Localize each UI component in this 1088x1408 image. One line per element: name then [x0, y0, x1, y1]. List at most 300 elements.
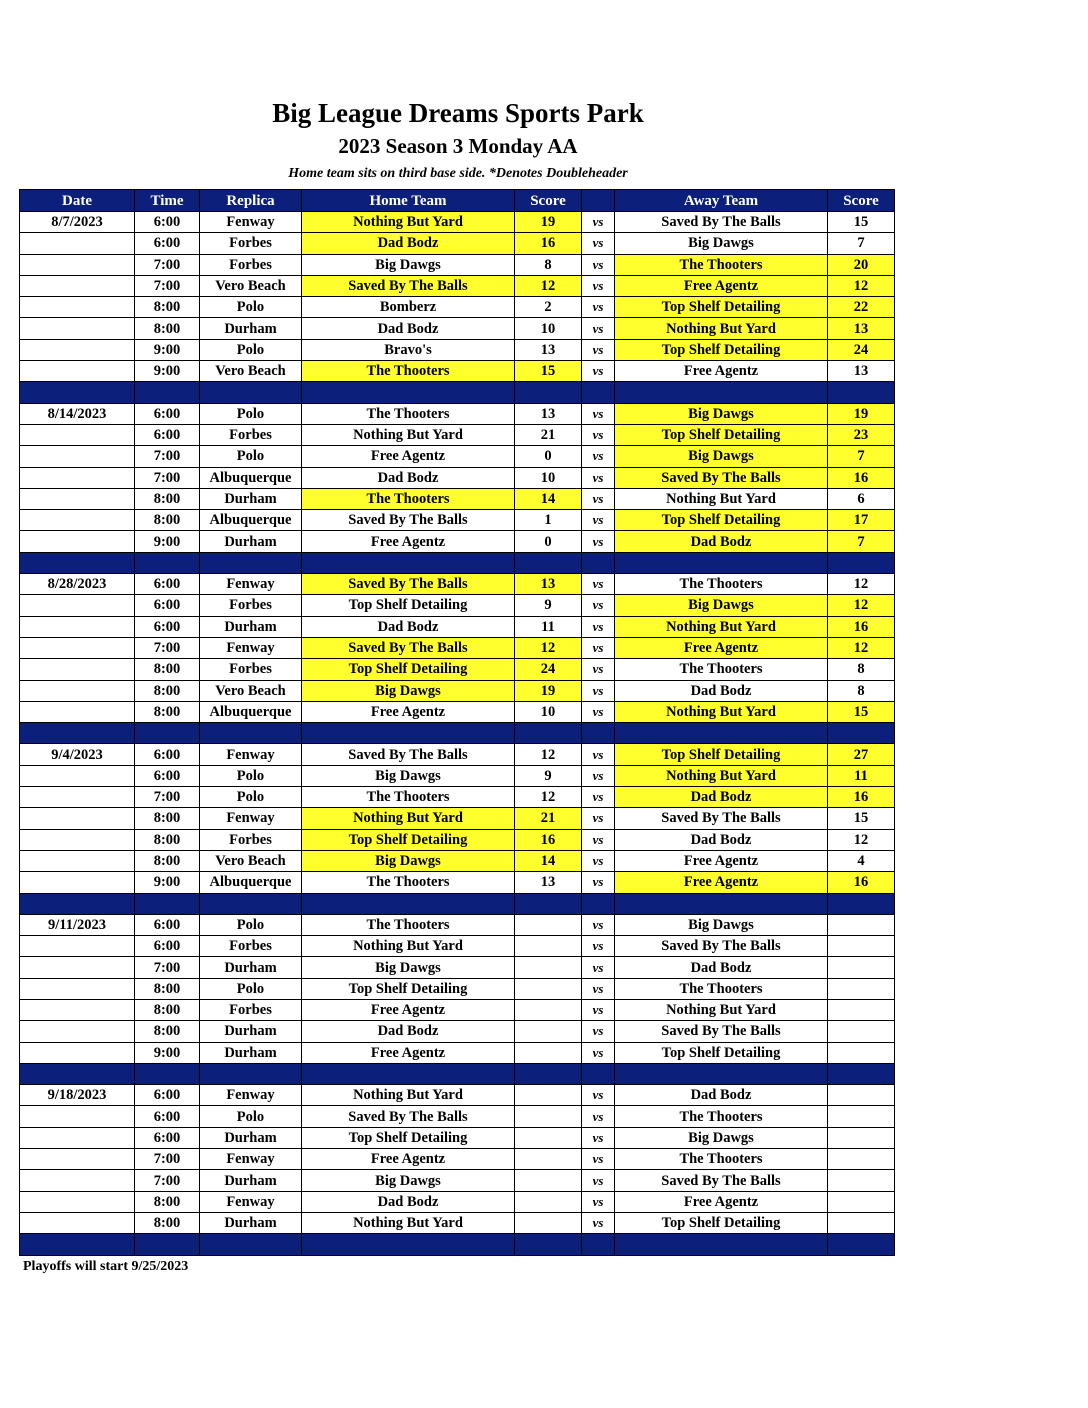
separator-cell — [615, 723, 828, 744]
date-cell: 9/18/2023 — [20, 1085, 135, 1106]
away-score-cell: 19 — [828, 403, 895, 424]
date-cell — [20, 787, 135, 808]
home-score-cell: 2 — [515, 297, 582, 318]
date-cell — [20, 510, 135, 531]
away-team-cell: Free Agentz — [615, 872, 828, 893]
home-score-cell: 11 — [515, 616, 582, 637]
vs-cell: vs — [582, 1212, 615, 1233]
field-cell: Albuquerque — [200, 872, 302, 893]
home-team-cell: Dad Bodz — [302, 1191, 515, 1212]
col-header-time: Time — [135, 190, 200, 212]
away-score-cell — [828, 957, 895, 978]
week-separator-row — [20, 1234, 895, 1255]
time-cell: 7:00 — [135, 957, 200, 978]
away-score-cell: 12 — [828, 637, 895, 658]
away-score-cell: 8 — [828, 659, 895, 680]
date-cell — [20, 829, 135, 850]
time-cell: 6:00 — [135, 1085, 200, 1106]
week-separator-row — [20, 552, 895, 573]
home-team-cell: The Thooters — [302, 914, 515, 935]
home-score-cell — [515, 1170, 582, 1191]
away-score-cell: 20 — [828, 254, 895, 275]
home-team-cell: Top Shelf Detailing — [302, 595, 515, 616]
field-cell: Vero Beach — [200, 275, 302, 296]
field-cell: Durham — [200, 957, 302, 978]
field-cell: Durham — [200, 531, 302, 552]
home-score-cell — [515, 1149, 582, 1170]
table-row — [20, 318, 895, 339]
date-cell — [20, 936, 135, 957]
vs-cell: vs — [582, 446, 615, 467]
field-cell: Durham — [200, 1127, 302, 1148]
table-row — [20, 1042, 895, 1063]
field-cell: Polo — [200, 914, 302, 935]
separator-cell — [582, 893, 615, 914]
vs-cell: vs — [582, 275, 615, 296]
away-score-cell: 4 — [828, 850, 895, 871]
date-cell — [20, 1149, 135, 1170]
separator-cell — [515, 893, 582, 914]
field-cell: Vero Beach — [200, 361, 302, 382]
home-score-cell: 9 — [515, 765, 582, 786]
date-cell — [20, 659, 135, 680]
vs-cell: vs — [582, 701, 615, 722]
home-score-cell — [515, 999, 582, 1020]
away-team-cell: Top Shelf Detailing — [615, 424, 828, 445]
home-team-cell: Dad Bodz — [302, 616, 515, 637]
time-cell: 8:00 — [135, 829, 200, 850]
vs-cell: vs — [582, 1127, 615, 1148]
col-header-replica: Replica — [200, 190, 302, 212]
vs-cell: vs — [582, 765, 615, 786]
separator-cell — [135, 382, 200, 403]
away-team-cell: Big Dawgs — [615, 446, 828, 467]
time-cell: 6:00 — [135, 574, 200, 595]
date-cell — [20, 531, 135, 552]
field-cell: Polo — [200, 1106, 302, 1127]
table-row — [20, 361, 895, 382]
separator-cell — [582, 552, 615, 573]
vs-cell: vs — [582, 1106, 615, 1127]
away-score-cell — [828, 1149, 895, 1170]
vs-cell: vs — [582, 1170, 615, 1191]
home-score-cell: 13 — [515, 403, 582, 424]
away-team-cell: Nothing But Yard — [615, 999, 828, 1020]
table-row — [20, 510, 895, 531]
away-team-cell: Big Dawgs — [615, 1127, 828, 1148]
table-row — [20, 424, 895, 445]
home-score-cell: 10 — [515, 467, 582, 488]
schedule-table — [19, 189, 895, 1256]
away-team-cell: Big Dawgs — [615, 914, 828, 935]
home-team-cell: Nothing But Yard — [302, 1085, 515, 1106]
field-cell: Fenway — [200, 1191, 302, 1212]
time-cell: 7:00 — [135, 254, 200, 275]
home-score-cell — [515, 914, 582, 935]
separator-cell — [302, 893, 515, 914]
home-team-cell: Nothing But Yard — [302, 424, 515, 445]
home-score-cell: 13 — [515, 339, 582, 360]
field-cell: Polo — [200, 297, 302, 318]
away-team-cell: Top Shelf Detailing — [615, 339, 828, 360]
away-team-cell: Top Shelf Detailing — [615, 1212, 828, 1233]
time-cell: 6:00 — [135, 1106, 200, 1127]
time-cell: 9:00 — [135, 531, 200, 552]
vs-cell: vs — [582, 680, 615, 701]
away-team-cell: Big Dawgs — [615, 403, 828, 424]
vs-cell: vs — [582, 978, 615, 999]
date-cell — [20, 701, 135, 722]
away-score-cell — [828, 1127, 895, 1148]
away-team-cell: Nothing But Yard — [615, 616, 828, 637]
week-separator-row — [20, 893, 895, 914]
away-team-cell: Dad Bodz — [615, 957, 828, 978]
away-team-cell: Nothing But Yard — [615, 318, 828, 339]
vs-cell: vs — [582, 595, 615, 616]
field-cell: Polo — [200, 765, 302, 786]
date-cell — [20, 297, 135, 318]
away-score-cell — [828, 936, 895, 957]
home-team-cell: Dad Bodz — [302, 233, 515, 254]
away-team-cell: Top Shelf Detailing — [615, 510, 828, 531]
home-score-cell: 12 — [515, 787, 582, 808]
home-team-cell: The Thooters — [302, 488, 515, 509]
home-team-cell: Top Shelf Detailing — [302, 829, 515, 850]
field-cell: Fenway — [200, 637, 302, 658]
home-team-cell: Saved By The Balls — [302, 510, 515, 531]
date-cell — [20, 872, 135, 893]
field-cell: Albuquerque — [200, 510, 302, 531]
separator-cell — [20, 723, 135, 744]
home-team-cell: Dad Bodz — [302, 1021, 515, 1042]
field-cell: Polo — [200, 978, 302, 999]
vs-cell: vs — [582, 616, 615, 637]
home-team-cell: Saved By The Balls — [302, 275, 515, 296]
away-score-cell: 23 — [828, 424, 895, 445]
separator-cell — [615, 1063, 828, 1084]
away-team-cell: The Thooters — [615, 978, 828, 999]
table-row — [20, 787, 895, 808]
away-team-cell: The Thooters — [615, 1149, 828, 1170]
away-team-cell: Dad Bodz — [615, 829, 828, 850]
home-score-cell: 16 — [515, 829, 582, 850]
vs-cell: vs — [582, 467, 615, 488]
home-team-cell: Bravo's — [302, 339, 515, 360]
away-score-cell: 8 — [828, 680, 895, 701]
time-cell: 8:00 — [135, 999, 200, 1020]
away-team-cell: Free Agentz — [615, 275, 828, 296]
date-cell: 8/7/2023 — [20, 212, 135, 233]
table-row — [20, 1127, 895, 1148]
away-score-cell — [828, 1106, 895, 1127]
field-cell: Fenway — [200, 808, 302, 829]
separator-cell — [828, 893, 895, 914]
date-cell — [20, 1170, 135, 1191]
field-cell: Durham — [200, 1042, 302, 1063]
vs-cell: vs — [582, 403, 615, 424]
date-cell — [20, 275, 135, 296]
home-score-cell: 9 — [515, 595, 582, 616]
table-row — [20, 957, 895, 978]
date-cell — [20, 616, 135, 637]
home-team-cell: Dad Bodz — [302, 467, 515, 488]
away-score-cell — [828, 999, 895, 1020]
time-cell: 7:00 — [135, 467, 200, 488]
away-score-cell: 16 — [828, 787, 895, 808]
vs-cell: vs — [582, 808, 615, 829]
home-team-note: Home team sits on third base side. *Denotes Doubleheader — [288, 166, 628, 181]
away-score-cell: 12 — [828, 275, 895, 296]
separator-cell — [200, 1234, 302, 1255]
separator-cell — [302, 382, 515, 403]
home-team-cell: Free Agentz — [302, 531, 515, 552]
time-cell: 6:00 — [135, 403, 200, 424]
away-team-cell: Saved By The Balls — [615, 212, 828, 233]
date-cell — [20, 318, 135, 339]
table-row — [20, 1106, 895, 1127]
table-row — [20, 850, 895, 871]
away-score-cell: 13 — [828, 361, 895, 382]
home-team-cell: The Thooters — [302, 361, 515, 382]
home-team-cell: Saved By The Balls — [302, 637, 515, 658]
table-row — [20, 872, 895, 893]
home-team-cell: Big Dawgs — [302, 254, 515, 275]
home-team-cell: Top Shelf Detailing — [302, 659, 515, 680]
home-team-cell: Saved By The Balls — [302, 574, 515, 595]
away-team-cell: Free Agentz — [615, 361, 828, 382]
field-cell: Polo — [200, 446, 302, 467]
away-score-cell — [828, 1212, 895, 1233]
away-team-cell: The Thooters — [615, 254, 828, 275]
date-cell — [20, 1042, 135, 1063]
away-score-cell — [828, 1170, 895, 1191]
date-cell — [20, 808, 135, 829]
away-team-cell: Free Agentz — [615, 850, 828, 871]
away-score-cell: 16 — [828, 872, 895, 893]
field-cell: Forbes — [200, 233, 302, 254]
time-cell: 8:00 — [135, 808, 200, 829]
table-row — [20, 701, 895, 722]
separator-cell — [615, 382, 828, 403]
separator-cell — [302, 552, 515, 573]
table-row — [20, 595, 895, 616]
home-score-cell — [515, 1021, 582, 1042]
table-row — [20, 339, 895, 360]
away-score-cell: 7 — [828, 531, 895, 552]
away-score-cell: 16 — [828, 616, 895, 637]
home-score-cell: 13 — [515, 574, 582, 595]
field-cell: Fenway — [200, 1149, 302, 1170]
time-cell: 8:00 — [135, 978, 200, 999]
home-team-cell: Big Dawgs — [302, 1170, 515, 1191]
home-team-cell: Big Dawgs — [302, 957, 515, 978]
home-team-cell: Nothing But Yard — [302, 936, 515, 957]
away-team-cell: Saved By The Balls — [615, 1021, 828, 1042]
home-score-cell: 14 — [515, 850, 582, 871]
table-row — [20, 403, 895, 424]
playoffs-note: Playoffs will start 9/25/2023 — [23, 1259, 189, 1274]
date-cell — [20, 999, 135, 1020]
vs-cell: vs — [582, 829, 615, 850]
separator-cell — [200, 723, 302, 744]
separator-cell — [582, 723, 615, 744]
field-cell: Polo — [200, 403, 302, 424]
table-row — [20, 659, 895, 680]
date-cell: 8/28/2023 — [20, 574, 135, 595]
table-row — [20, 574, 895, 595]
home-score-cell: 13 — [515, 872, 582, 893]
home-score-cell — [515, 1191, 582, 1212]
vs-cell: vs — [582, 339, 615, 360]
away-team-cell: Big Dawgs — [615, 233, 828, 254]
vs-cell: vs — [582, 1149, 615, 1170]
separator-cell — [828, 382, 895, 403]
separator-cell — [302, 1063, 515, 1084]
separator-cell — [200, 893, 302, 914]
field-cell: Durham — [200, 1170, 302, 1191]
home-score-cell: 10 — [515, 318, 582, 339]
table-row — [20, 1191, 895, 1212]
home-score-cell — [515, 936, 582, 957]
home-team-cell: Nothing But Yard — [302, 212, 515, 233]
vs-cell: vs — [582, 999, 615, 1020]
table-row — [20, 829, 895, 850]
separator-cell — [615, 1234, 828, 1255]
field-cell: Durham — [200, 488, 302, 509]
field-cell: Polo — [200, 339, 302, 360]
date-cell — [20, 424, 135, 445]
vs-cell: vs — [582, 850, 615, 871]
separator-cell — [20, 552, 135, 573]
home-team-cell: Free Agentz — [302, 1042, 515, 1063]
home-score-cell — [515, 1042, 582, 1063]
home-score-cell: 0 — [515, 446, 582, 467]
separator-cell — [582, 1063, 615, 1084]
time-cell: 8:00 — [135, 701, 200, 722]
away-team-cell: Saved By The Balls — [615, 808, 828, 829]
separator-cell — [615, 552, 828, 573]
away-score-cell — [828, 1042, 895, 1063]
away-score-cell — [828, 1085, 895, 1106]
separator-cell — [515, 552, 582, 573]
table-row — [20, 254, 895, 275]
page-title: Big League Dreams Sports Park — [272, 98, 644, 128]
table-row — [20, 680, 895, 701]
home-score-cell: 19 — [515, 212, 582, 233]
field-cell: Polo — [200, 787, 302, 808]
vs-cell: vs — [582, 212, 615, 233]
away-score-cell: 15 — [828, 808, 895, 829]
separator-cell — [135, 723, 200, 744]
away-score-cell: 15 — [828, 212, 895, 233]
time-cell: 7:00 — [135, 1170, 200, 1191]
date-cell — [20, 1106, 135, 1127]
separator-cell — [828, 1234, 895, 1255]
table-row — [20, 1170, 895, 1191]
vs-cell: vs — [582, 872, 615, 893]
separator-cell — [515, 1234, 582, 1255]
away-score-cell: 17 — [828, 510, 895, 531]
time-cell: 7:00 — [135, 1149, 200, 1170]
vs-cell: vs — [582, 574, 615, 595]
time-cell: 9:00 — [135, 339, 200, 360]
home-team-cell: Free Agentz — [302, 446, 515, 467]
away-score-cell: 13 — [828, 318, 895, 339]
home-team-cell: Free Agentz — [302, 1149, 515, 1170]
away-team-cell: The Thooters — [615, 1106, 828, 1127]
date-cell — [20, 254, 135, 275]
away-team-cell: Dad Bodz — [615, 531, 828, 552]
date-cell: 9/11/2023 — [20, 914, 135, 935]
vs-cell: vs — [582, 787, 615, 808]
date-cell — [20, 1127, 135, 1148]
away-team-cell: Top Shelf Detailing — [615, 744, 828, 765]
week-separator-row — [20, 382, 895, 403]
field-cell: Vero Beach — [200, 850, 302, 871]
home-score-cell — [515, 1106, 582, 1127]
home-team-cell: The Thooters — [302, 403, 515, 424]
vs-cell: vs — [582, 254, 615, 275]
separator-cell — [135, 1234, 200, 1255]
away-team-cell: Saved By The Balls — [615, 467, 828, 488]
field-cell: Forbes — [200, 829, 302, 850]
home-team-cell: Dad Bodz — [302, 318, 515, 339]
time-cell: 6:00 — [135, 914, 200, 935]
week-separator-row — [20, 723, 895, 744]
date-cell — [20, 978, 135, 999]
away-score-cell — [828, 978, 895, 999]
away-team-cell: The Thooters — [615, 659, 828, 680]
table-row — [20, 467, 895, 488]
field-cell: Vero Beach — [200, 680, 302, 701]
table-row — [20, 1021, 895, 1042]
date-cell — [20, 488, 135, 509]
away-team-cell: Big Dawgs — [615, 595, 828, 616]
field-cell: Forbes — [200, 659, 302, 680]
away-score-cell — [828, 1191, 895, 1212]
field-cell: Fenway — [200, 744, 302, 765]
date-cell — [20, 1021, 135, 1042]
home-team-cell: Big Dawgs — [302, 850, 515, 871]
home-score-cell: 19 — [515, 680, 582, 701]
table-row — [20, 1085, 895, 1106]
away-team-cell: Saved By The Balls — [615, 936, 828, 957]
away-team-cell: Free Agentz — [615, 637, 828, 658]
field-cell: Albuquerque — [200, 701, 302, 722]
home-score-cell: 0 — [515, 531, 582, 552]
time-cell: 7:00 — [135, 787, 200, 808]
time-cell: 6:00 — [135, 424, 200, 445]
date-cell — [20, 765, 135, 786]
vs-cell: vs — [582, 233, 615, 254]
home-score-cell: 1 — [515, 510, 582, 531]
home-team-cell: Nothing But Yard — [302, 808, 515, 829]
time-cell: 6:00 — [135, 744, 200, 765]
home-score-cell — [515, 1127, 582, 1148]
away-team-cell: Top Shelf Detailing — [615, 297, 828, 318]
home-score-cell: 14 — [515, 488, 582, 509]
away-team-cell: Dad Bodz — [615, 680, 828, 701]
table-row — [20, 1149, 895, 1170]
table-row — [20, 233, 895, 254]
table-row — [20, 531, 895, 552]
away-score-cell: 24 — [828, 339, 895, 360]
table-row — [20, 808, 895, 829]
col-header-vs — [582, 190, 615, 212]
table-row — [20, 616, 895, 637]
field-cell: Forbes — [200, 595, 302, 616]
time-cell: 6:00 — [135, 765, 200, 786]
